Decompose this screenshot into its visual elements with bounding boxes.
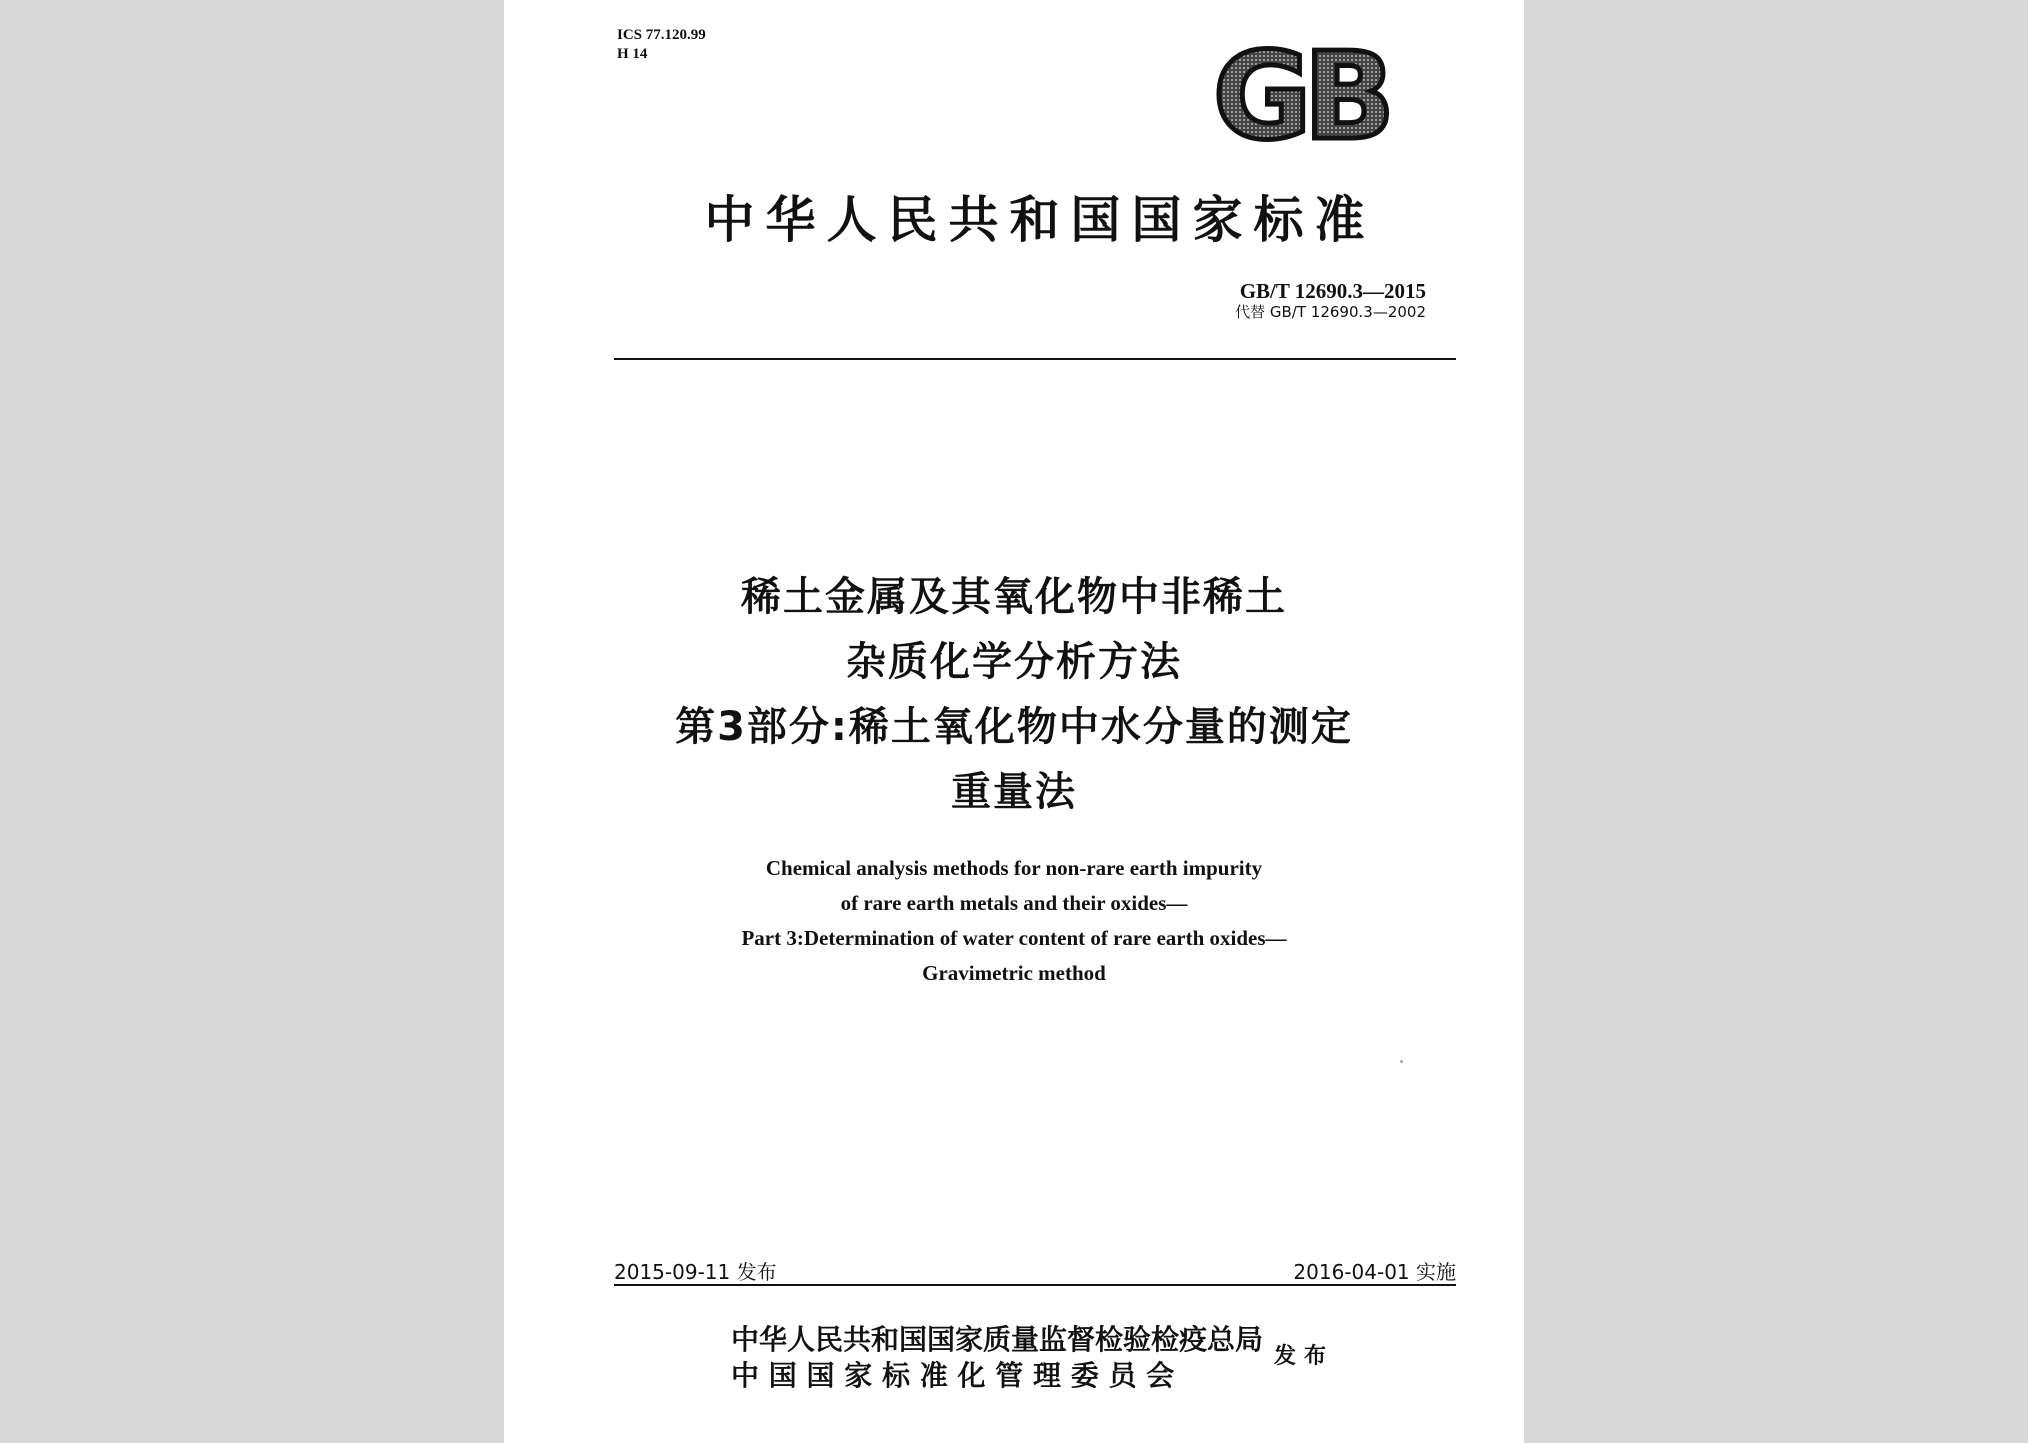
cn-title-line-4: 重量法 [951,769,1077,815]
en-title-line-3: Part 3:Determination of water content of rare earth oxides— [741,926,1287,950]
ics-code: ICS 77.120.99 [617,27,706,43]
en-title-line-4: Gravimetric method [922,961,1106,985]
en-title-line-2: of rare earth metals and their oxides— [840,891,1188,915]
cn-title-line-1: 稀土金属及其氧化物中非稀土 [741,574,1287,620]
national-standard-title: 中华人民共和国国家标准 [704,190,1376,249]
issuer-line-2: 中 国 国 家 标 准 化 管 理 委 员 会 [731,1359,1175,1392]
cn-title-line-2: 杂质化学分析方法 [846,639,1182,685]
issue-date: 2015-09-11 发布 [614,1260,777,1284]
ccs-code: H 14 [617,46,648,62]
document-page [504,0,1524,1443]
cn-title-line-3: 第3部分:稀土氧化物中水分量的测定 [675,704,1353,750]
en-title-line-1: Chemical analysis methods for non-rare earth impurity [765,856,1263,880]
replaces-code: 代替 GB/T 12690.3—2002 [1235,303,1426,321]
header-divider [614,358,1456,360]
date-divider [614,1284,1456,1286]
implement-date: 2016-04-01 实施 [1293,1260,1456,1284]
publish-label: 发布 [1274,1344,1335,1369]
gb-logo-text: GB [1213,38,1387,150]
standard-code: GB/T 12690.3—2015 [1239,279,1426,303]
issuer-line-1: 中华人民共和国国家质量监督检验检疫总局 [731,1323,1264,1356]
scan-speck [1400,1060,1403,1063]
gb-logo [1194,38,1406,150]
